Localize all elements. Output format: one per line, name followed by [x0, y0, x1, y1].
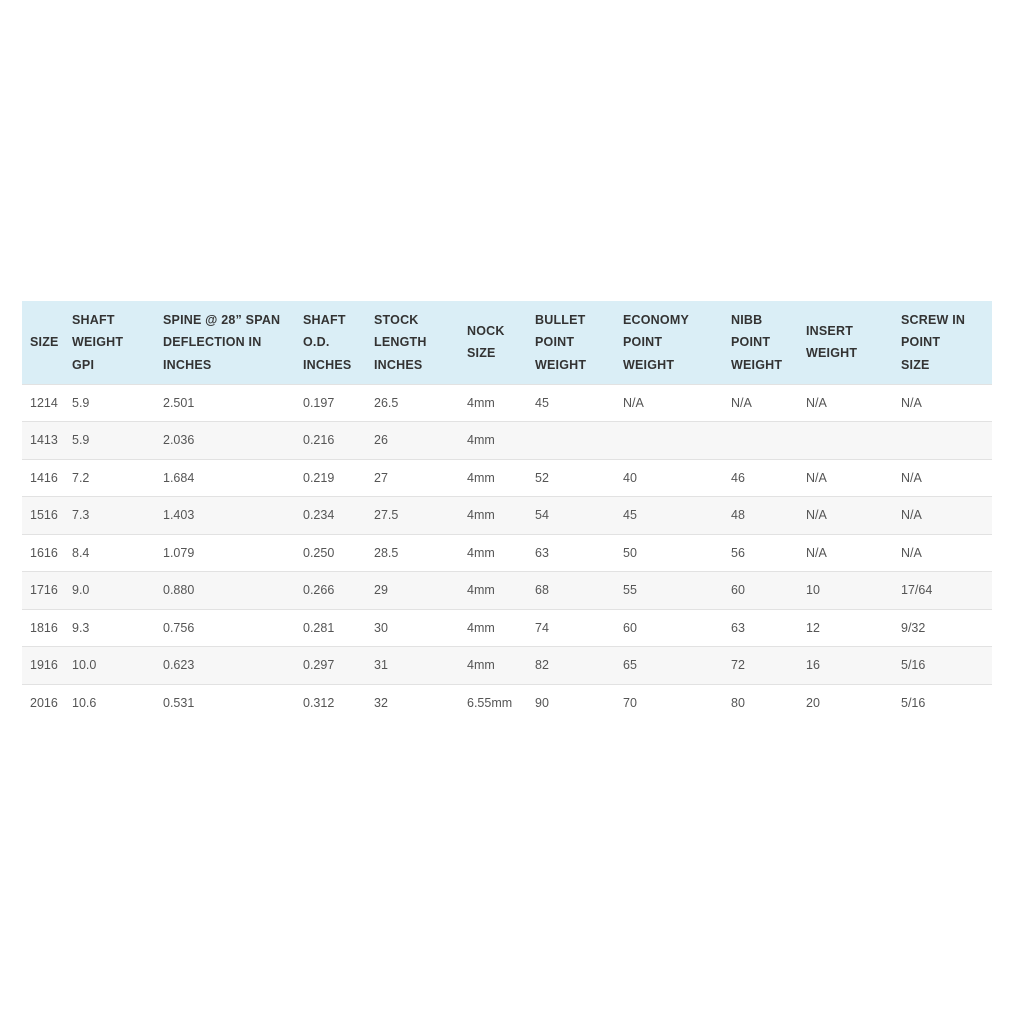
cell-insert-weight: 16: [806, 658, 820, 673]
table-row: [22, 572, 992, 610]
cell-shaft-weight-gpi: 7.2: [72, 470, 90, 485]
header-shaft-od: SHAFT O.D. INCHES: [303, 312, 352, 372]
cell-nock-size: 4mm: [467, 545, 495, 560]
cell-bullet-point-weight: 63: [535, 545, 549, 560]
cell-shaft-od: 0.297: [303, 658, 335, 673]
cell-insert-weight: N/A: [806, 470, 827, 485]
cell-shaft-weight-gpi: 9.0: [72, 583, 90, 598]
cell-size: 1916: [30, 658, 58, 673]
cell-bullet-point-weight: [527, 422, 615, 460]
cell-spine-deflection: 0.756: [163, 620, 195, 635]
cell-economy-point-weight: 45: [623, 508, 637, 523]
cell-bullet-point-weight: 45: [535, 395, 549, 410]
cell-screw-in-point-size: N/A: [901, 508, 922, 523]
table-header: [22, 301, 992, 384]
header-insert-weight: INSERT WEIGHT: [806, 323, 858, 361]
header-economy-point-weight: ECONOMY POINT WEIGHT: [623, 312, 689, 372]
cell-nock-size: 4mm: [467, 620, 495, 635]
cell-shaft-od: 0.216: [303, 433, 335, 448]
cell-stock-length: 27.5: [374, 508, 399, 523]
cell-spine-deflection: 1.079: [163, 545, 195, 560]
cell-bullet-point-weight: 54: [535, 508, 549, 523]
cell-stock-length: 26: [374, 433, 388, 448]
cell-stock-length: 30: [374, 620, 388, 635]
table-body: [22, 384, 992, 722]
header-bullet-point-weight: BULLET POINT WEIGHT: [535, 312, 587, 372]
cell-shaft-weight-gpi: 8.4: [72, 545, 90, 560]
cell-spine-deflection: 0.531: [163, 696, 195, 710]
cell-nibb-point-weight: 56: [731, 545, 745, 560]
cell-spine-deflection: 0.623: [163, 658, 195, 673]
cell-stock-length: 31: [374, 658, 388, 673]
cell-economy-point-weight: 55: [623, 583, 637, 598]
cell-size: 1716: [30, 583, 58, 598]
cell-shaft-od: 0.197: [303, 395, 335, 410]
cell-economy-point-weight: 40: [623, 470, 637, 485]
cell-economy-point-weight: 65: [623, 658, 637, 673]
cell-shaft-od: 0.250: [303, 545, 335, 560]
cell-economy-point-weight: 50: [623, 545, 637, 560]
cell-shaft-od: 0.219: [303, 470, 335, 485]
table-row: [22, 534, 992, 572]
cell-screw-in-point-size: N/A: [901, 545, 922, 560]
cell-spine-deflection: 2.036: [163, 433, 195, 448]
cell-shaft-od: 0.266: [303, 583, 335, 598]
cell-insert-weight: N/A: [806, 508, 827, 523]
cell-stock-length: 26.5: [374, 395, 399, 410]
cell-shaft-od: 0.312: [303, 696, 335, 710]
cell-shaft-weight-gpi: 5.9: [72, 433, 90, 448]
cell-nibb-point-weight: 60: [731, 583, 745, 598]
cell-bullet-point-weight: 82: [535, 658, 549, 673]
table-row: [22, 609, 992, 647]
cell-stock-length: 32: [374, 696, 388, 710]
table-row: [22, 684, 992, 722]
cell-nibb-point-weight: 72: [731, 658, 745, 673]
cell-nock-size: 4mm: [467, 395, 495, 410]
cell-shaft-od: 0.234: [303, 508, 335, 523]
cell-spine-deflection: 2.501: [163, 395, 195, 410]
cell-bullet-point-weight: 52: [535, 470, 549, 485]
cell-shaft-weight-gpi: 9.3: [72, 620, 90, 635]
cell-insert-weight: 12: [806, 620, 820, 635]
cell-economy-point-weight: N/A: [623, 395, 644, 410]
cell-screw-in-point-size: [893, 422, 992, 460]
cell-stock-length: 29: [374, 583, 388, 598]
cell-economy-point-weight: [615, 422, 723, 460]
cell-insert-weight: N/A: [806, 545, 827, 560]
cell-size: 1816: [30, 620, 58, 635]
cell-shaft-weight-gpi: 10.0: [72, 658, 97, 673]
cell-nibb-point-weight: 80: [731, 696, 745, 710]
table-row: [22, 459, 992, 497]
cell-spine-deflection: 1.403: [163, 508, 195, 523]
table-row: [22, 647, 992, 685]
cell-nibb-point-weight: [723, 422, 798, 460]
cell-stock-length: 28.5: [374, 545, 399, 560]
cell-nock-size: 4mm: [467, 583, 495, 598]
table-row: [22, 384, 992, 422]
cell-economy-point-weight: 70: [623, 696, 637, 710]
cell-screw-in-point-size: 9/32: [901, 620, 926, 635]
cell-nibb-point-weight: 46: [731, 470, 745, 485]
cell-nock-size: 6.55mm: [467, 696, 513, 710]
header-nock-size: NOCK SIZE: [467, 323, 505, 361]
cell-screw-in-point-size: 5/16: [901, 696, 926, 710]
cell-screw-in-point-size: N/A: [901, 470, 922, 485]
cell-nock-size: 4mm: [467, 470, 495, 485]
cell-size: 1516: [30, 508, 58, 523]
cell-economy-point-weight: 60: [623, 620, 637, 635]
cell-screw-in-point-size: 5/16: [901, 658, 926, 673]
cell-spine-deflection: 1.684: [163, 470, 195, 485]
table-row: [22, 422, 992, 460]
cell-screw-in-point-size: 17/64: [901, 583, 933, 598]
cell-insert-weight: N/A: [806, 395, 827, 410]
cell-nibb-point-weight: 63: [731, 620, 745, 635]
cell-bullet-point-weight: 90: [535, 696, 549, 710]
cell-spine-deflection: 0.880: [163, 583, 195, 598]
table-row: [22, 497, 992, 535]
header-stock-length: STOCK LENGTH INCHES: [374, 312, 427, 372]
header-shaft-weight-gpi: SHAFT WEIGHT GPI: [72, 312, 124, 372]
cell-insert-weight: [798, 422, 893, 460]
header-spine-deflection: SPINE @ 28” SPAN DEFLECTION IN INCHES: [163, 312, 281, 372]
cell-size: 1214: [30, 395, 58, 410]
cell-nock-size: 4mm: [467, 508, 495, 523]
cell-bullet-point-weight: 74: [535, 620, 549, 635]
cell-bullet-point-weight: 68: [535, 583, 549, 598]
cell-stock-length: 27: [374, 470, 388, 485]
cell-nock-size: 4mm: [467, 433, 495, 448]
cell-nibb-point-weight: N/A: [731, 395, 752, 410]
header-row: [22, 301, 992, 384]
cell-insert-weight: 20: [806, 696, 820, 710]
cell-shaft-weight-gpi: 10.6: [72, 696, 97, 710]
cell-size: 1416: [30, 470, 58, 485]
cell-shaft-weight-gpi: 7.3: [72, 508, 90, 523]
header-nibb-point-weight: NIBB POINT WEIGHT: [731, 312, 783, 372]
cell-shaft-weight-gpi: 5.9: [72, 395, 90, 410]
cell-shaft-od: 0.281: [303, 620, 335, 635]
header-screw-in-point-size: SCREW IN POINT SIZE: [901, 312, 966, 372]
header-size: SIZE: [30, 335, 59, 349]
cell-nibb-point-weight: 48: [731, 508, 745, 523]
cell-size: 1616: [30, 545, 58, 560]
cell-insert-weight: 10: [806, 583, 820, 598]
arrow-shaft-spec-table: [22, 301, 992, 722]
cell-nock-size: 4mm: [467, 658, 495, 673]
cell-size: 1413: [30, 433, 58, 448]
cell-size: 2016: [30, 696, 58, 710]
cell-screw-in-point-size: N/A: [901, 395, 922, 410]
